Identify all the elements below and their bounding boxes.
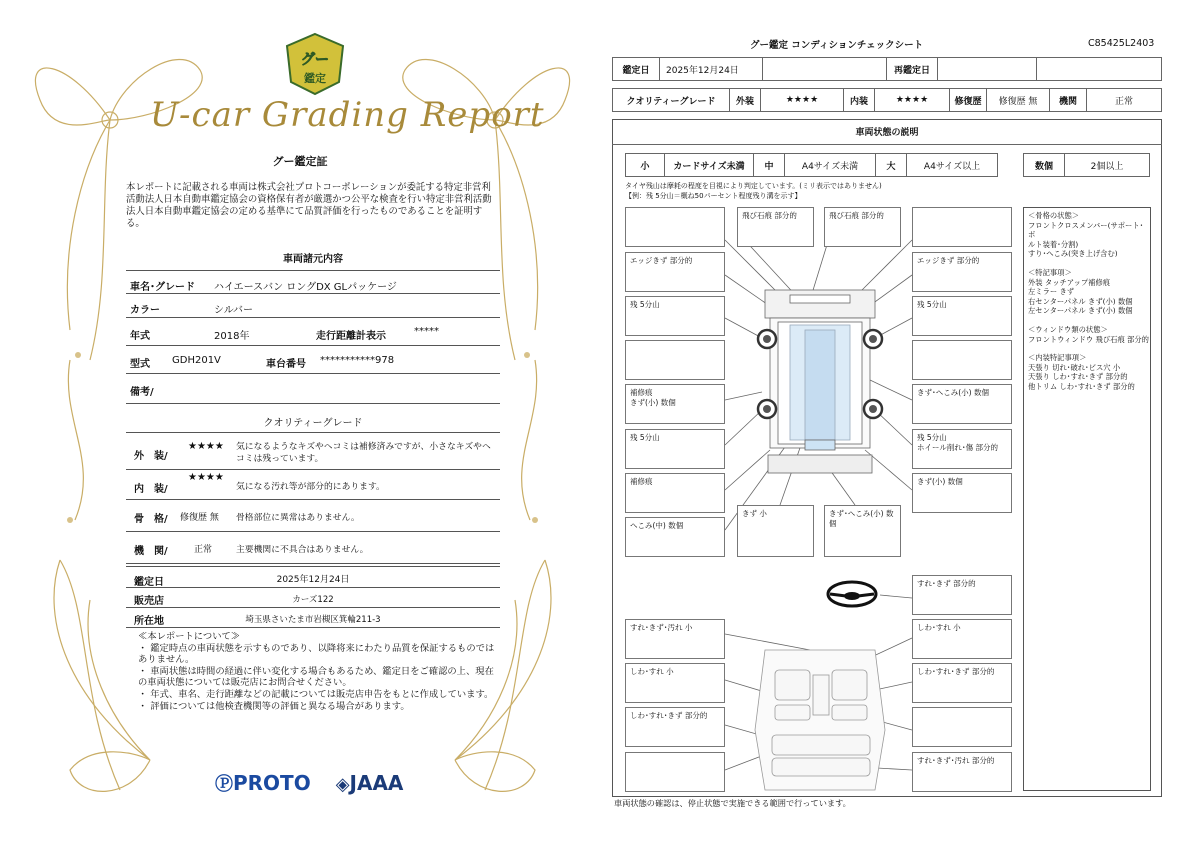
goo-kantei-logo: [283, 32, 347, 96]
damage-label: きず･へこみ(小) 数個: [912, 384, 1012, 424]
interior-label: 内 装/: [134, 484, 168, 495]
status-header: 車両状態の説明: [612, 119, 1162, 145]
interior-label-empty: [625, 752, 725, 792]
info-row-dealer: [126, 588, 500, 608]
remarks-label: 備考/: [130, 387, 154, 398]
damage-label: きず(小) 数個: [912, 473, 1012, 513]
info-row-date: [126, 566, 500, 588]
frame-label: 骨 格/: [134, 514, 168, 525]
interior-damage-label: しわ･すれ 小: [912, 619, 1012, 659]
model-value: GDH201V: [172, 355, 221, 366]
frame-text: 骨格部位に異常はありません。: [236, 513, 360, 523]
note-item: ・ 鑑定時点の車両状態を示すものであり、以降将来にわたり品質を保証するものではありません。: [138, 642, 495, 666]
name-label: 車名･グレード: [130, 282, 195, 293]
exterior-label: 外 装/: [134, 451, 168, 462]
damage-label: 飛び石痕 部分的: [737, 207, 814, 247]
damage-label: 補修痕: [625, 473, 725, 513]
report-script-title: U-car Grading Report: [150, 95, 545, 135]
quality-row-interior: [126, 470, 500, 500]
engine-label: 機関: [1049, 88, 1087, 112]
mileage-label: 走行距離計表示: [316, 331, 386, 342]
note-item: ・ 年式、車名、走行距離などの記載については販売店申告をもとに作成しています。: [138, 688, 494, 700]
steering-wheel-icon: [828, 582, 876, 606]
exterior-stars: ★★★★: [188, 441, 224, 452]
engine-text: 主要機関に不具合はありません。: [236, 545, 369, 555]
engine-value: 正常: [1086, 88, 1162, 112]
chassis-value: ***********978: [320, 355, 395, 366]
size-small: 小: [625, 153, 665, 177]
svg-text:グー: グー: [301, 52, 329, 68]
damage-label-empty: [625, 207, 725, 247]
interior-label-steering: すれ･きず 部分的: [912, 575, 1012, 615]
quality-row-engine: [126, 532, 500, 564]
note-item: ・ 評価については他検査機関等の評価と異なる場合があります。: [138, 700, 410, 712]
size-mid-desc: A4サイズ未満: [784, 153, 876, 177]
spec-row-color: [126, 294, 500, 318]
date-label: 鑑定日: [612, 57, 660, 81]
spec-row-name: [126, 270, 500, 294]
year-label: 年式: [130, 331, 150, 342]
condition-check-sheet: [600, 0, 1200, 848]
spec-row-year: [126, 318, 500, 346]
frame-value: 修復歴 無: [180, 513, 219, 523]
quality-row-frame: [126, 500, 500, 532]
dealer-value: カーズ122: [292, 595, 334, 605]
damage-label: 飛び石痕 部分的: [824, 207, 901, 247]
count-label: 数個: [1023, 153, 1065, 177]
report-notes: [138, 631, 498, 712]
jaaa-logo: ◈JAAA: [335, 771, 404, 795]
info-row-address: [126, 608, 500, 628]
damage-label: へこみ(中) 数個: [625, 517, 725, 557]
color-label: カラー: [130, 305, 160, 316]
count-value: 2個以上: [1064, 153, 1150, 177]
date-value: 2025年12月24日: [659, 57, 763, 81]
size-mid: 中: [753, 153, 785, 177]
tire-note-2: 【例：残 5分山＝概ね50パーセント程度残り溝を示す】: [625, 192, 802, 200]
exterior-label: 外装: [729, 88, 761, 112]
date-label: 鑑定日: [134, 577, 164, 588]
quality-header: クオリティーグレード: [263, 418, 363, 429]
footer-logos: [215, 770, 403, 796]
year-value: 2018年: [214, 331, 250, 342]
engine-label: 機 関/: [134, 546, 168, 557]
damage-label: きず 小: [737, 505, 814, 557]
exterior-text: 気になるようなキズやヘコミは補修済みですが、小さなキズやヘコミは残っています。: [236, 442, 491, 464]
chassis-label: 車台番号: [266, 359, 306, 370]
notes-title: ≪本レポートについて≫: [138, 631, 241, 642]
interior-damage-label: しわ･すれ･きず 部分的: [625, 707, 725, 747]
interior-damage-label: しわ･すれ･きず 部分的: [912, 663, 1012, 703]
spec-header: 車両諸元内容: [283, 254, 343, 265]
reinspect-label: 再鑑定日: [886, 57, 938, 81]
damage-label-empty: [912, 340, 1012, 380]
date-value: 2025年12月24日: [276, 575, 350, 585]
size-large-desc: A4サイズ以上: [906, 153, 998, 177]
sheet-footer: 車両状態の確認は、停止状態で実施できる範囲で行っています。: [614, 798, 851, 808]
spec-row-remarks: [126, 374, 500, 404]
quality-row-exterior: [126, 432, 500, 470]
name-value: ハイエースバン ロングDX GLパッケージ: [214, 282, 397, 293]
damage-label: エッジきず 部分的: [625, 252, 725, 292]
damage-label: きず･へこみ(小) 数個: [824, 505, 901, 557]
damage-label-empty: [912, 207, 1012, 247]
model-label: 型式: [130, 359, 150, 370]
sheet-title: グー鑑定 コンディションチェックシート: [750, 40, 924, 51]
note-item: ・ 車両状態は時間の経過に伴い変化する場合もあるため、鑑定日をご確認の上、現在の車両状態については販売店にお問合せください。: [138, 665, 494, 689]
svg-text:鑑定: 鑑定: [304, 72, 326, 85]
sheet-code: C85425L2403: [1088, 38, 1155, 49]
mileage-value: *****: [414, 326, 439, 337]
remarks-list: ＜骨格の状態＞ フロントクロスメンバー(サポート･ボ ルト装着･分割) すり･へこみ(突き上げ含む) ＜特記事項＞ 外装 タッチアップ補修痕 左ミラー きず 右センターパネル きず(小) 数個 左センターパネル きず(小) 数個 ＜ウィンドウ類の状態＞ フロントウィンドウ 飛び石痕 部分的 ＜内装特記事項＞ 天張り 切れ･破れ･ビス穴 小 天張り しわ･すれ･きず 部分的 他トリム しわ･すれ･きず 部分的: [1028, 211, 1149, 391]
interior-stars: ★★★★: [874, 88, 950, 112]
tire-label: 残 5分山 ホイール削れ･傷 部分的: [912, 429, 1012, 469]
certificate-intro: 本レポートに記載される車両は株式会社プロトコーポレーションが委託する特定非営利活動法人日本自動車鑑定協会の資格保有者が厳選かつ公平な検査を行い特定非営利活動法人日本自動車鑑定協会の定める基準にて品質評価を行ったものであることを証明する。: [126, 182, 492, 229]
interior-stars: ★★★★: [188, 472, 224, 483]
color-value: シルバー: [214, 305, 254, 316]
interior-label: 内装: [843, 88, 875, 112]
proto-logo: ⓅPROTO: [215, 771, 311, 795]
address-value: 埼玉県さいたま市岩槻区箕輪211-3: [245, 615, 381, 625]
interior-damage-label: すれ･きず･汚れ 小: [625, 619, 725, 659]
tire-label: 残 5分山: [625, 296, 725, 336]
size-small-desc: カードサイズ未満: [664, 153, 754, 177]
damage-label-empty: [625, 340, 725, 380]
interior-damage-label: しわ･すれ 小: [625, 663, 725, 703]
engine-value: 正常: [194, 545, 213, 555]
repair-label: 修復歴: [949, 88, 987, 112]
tire-note-1: タイヤ残山は摩耗の程度を目視により判定しています。(ミリ表示ではありません): [625, 182, 882, 190]
exterior-stars: ★★★★: [760, 88, 844, 112]
address-label: 所在地: [134, 616, 164, 627]
size-large: 大: [875, 153, 907, 177]
tire-label: 残 5分山: [912, 296, 1012, 336]
certificate-title: グー鑑定証: [272, 155, 328, 168]
interior-damage-label: すれ･きず･汚れ 部分的: [912, 752, 1012, 792]
dealer-label: 販売店: [134, 596, 164, 607]
damage-label: 補修痕 きず(小) 数個: [625, 384, 725, 424]
interior-text: 気になる汚れ等が部分的にあります。: [236, 482, 385, 492]
quality-label: クオリティーグレード: [612, 88, 730, 112]
interior-label-empty: [912, 707, 1012, 747]
spec-row-model: [126, 346, 500, 374]
tire-label: 残 5分山: [625, 429, 725, 469]
damage-label: エッジきず 部分的: [912, 252, 1012, 292]
repair-value: 修復歴 無: [986, 88, 1050, 112]
